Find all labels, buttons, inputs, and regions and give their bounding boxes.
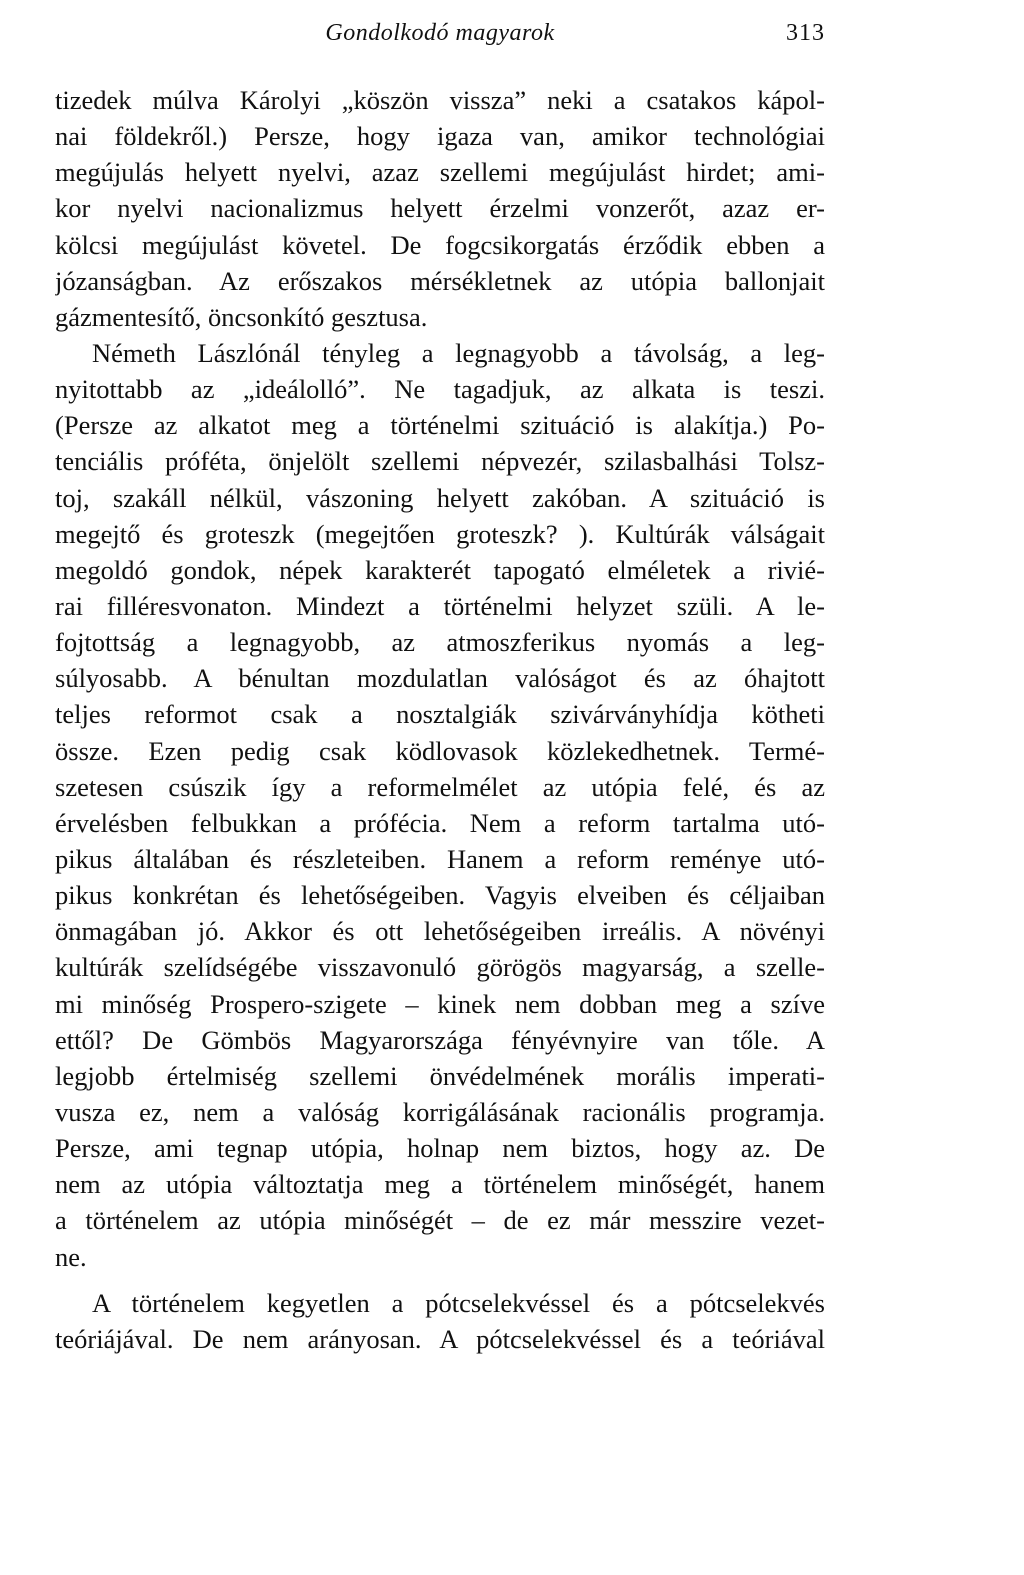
text-line: megújulás helyett nyelvi, azaz szellemi megújulást hirdet; ami- xyxy=(55,157,825,188)
text-line: nyitottabb az „ideálolló”. Ne tagadjuk, az alkata is teszi. xyxy=(55,374,825,405)
text-line: fojtottság a legnagyobb, az atmoszferikus nyomás a leg- xyxy=(55,627,825,658)
text-line: Németh Lászlónál tényleg a legnagyobb a távolság, a leg- xyxy=(92,337,825,368)
text-line: össze. Ezen pedig csak ködlovasok közlekedhetnek. Termé- xyxy=(55,735,825,766)
text-line: gázmentesítő, öncsonkító gesztusa. xyxy=(55,301,428,332)
text-line: nem az utópia változtatja meg a történelem minőségét, hanem xyxy=(55,1169,825,1200)
text-line: toj, szakáll nélkül, vászoning helyett zakóban. A szituáció is xyxy=(55,482,825,513)
text-line: érvelésben felbukkan a prófécia. Nem a reform tartalma utó- xyxy=(55,807,825,838)
text-line: pikus konkrétan és lehetőségeiben. Vagyis elveiben és céljaiban xyxy=(55,880,825,911)
running-title: Gondolkodó magyarok xyxy=(325,20,555,46)
text-line: tenciális próféta, önjelölt szellemi népvezér, szilasbalhási Tolsz- xyxy=(55,446,825,477)
text-line: megejtő és groteszk (megejtően groteszk? ). Kultúrák válságait xyxy=(55,518,825,549)
text-line: ne. xyxy=(55,1241,87,1272)
page-number: 313 xyxy=(786,20,825,46)
text-line: kölcsi megújulást követel. De fogcsikorgatás érződik ebben a xyxy=(55,229,825,260)
text-line: ettől? De Gömbös Magyarországa fényévnyire van tőle. A xyxy=(55,1024,825,1055)
text-line: vusza ez, nem a valóság korrigálásának racionális programja. xyxy=(55,1096,825,1127)
text-line: nai földekről.) Persze, hogy igaza van, amikor technológiai xyxy=(55,121,825,152)
text-line: megoldó gondok, népek karakterét tapogató elméletek a rivié- xyxy=(55,554,825,585)
text-line: kultúrák szelídségébe visszavonuló görögös magyarság, a szelle- xyxy=(55,952,825,983)
text-line: a történelem az utópia minőségét – de ez már messzire vezet- xyxy=(55,1205,825,1236)
text-line: A történelem kegyetlen a pótcselekvéssel és a pótcselekvés xyxy=(92,1287,825,1318)
text-line: legjobb értelmiség szellemi önvédelmének morális imperati- xyxy=(55,1060,825,1091)
text-line: tizedek múlva Károlyi „köszön vissza” neki a csatakos kápol- xyxy=(55,85,825,115)
text-line: szetesen csúszik így a reformelmélet az utópia felé, és az xyxy=(55,771,825,802)
body-text xyxy=(55,82,825,1357)
text-line: mi minőség Prospero-szigete – kinek nem dobban meg a szíve xyxy=(55,988,825,1019)
text-line: teóriájával. De nem arányosan. A pótcselekvéssel és a teóriával xyxy=(55,1323,825,1354)
text-line: kor nyelvi nacionalizmus helyett érzelmi vonzerőt, azaz er- xyxy=(55,193,825,224)
text-line: súlyosabb. A bénultan mozdulatlan valóságot és az óhajtott xyxy=(55,663,825,694)
text-line: rai filléresvonaton. Mindezt a történelmi helyzet szüli. A le- xyxy=(55,590,825,621)
text-line: józanságban. Az erőszakos mérsékletnek az utópia ballonjait xyxy=(55,265,825,296)
running-head xyxy=(55,20,825,50)
text-line: önmagában jó. Akkor és ott lehetőségeiben irreális. A növényi xyxy=(55,916,825,947)
text-line: (Persze az alkatot meg a történelmi szituáció is alakítja.) Po- xyxy=(55,410,825,441)
text-line: Persze, ami tegnap utópia, holnap nem biztos, hogy az. De xyxy=(55,1133,825,1164)
text-line: teljes reformot csak a nosztalgiák szivárványhídja kötheti xyxy=(55,699,825,730)
text-line: pikus általában és részleteiben. Hanem a reform reménye utó- xyxy=(55,843,825,874)
